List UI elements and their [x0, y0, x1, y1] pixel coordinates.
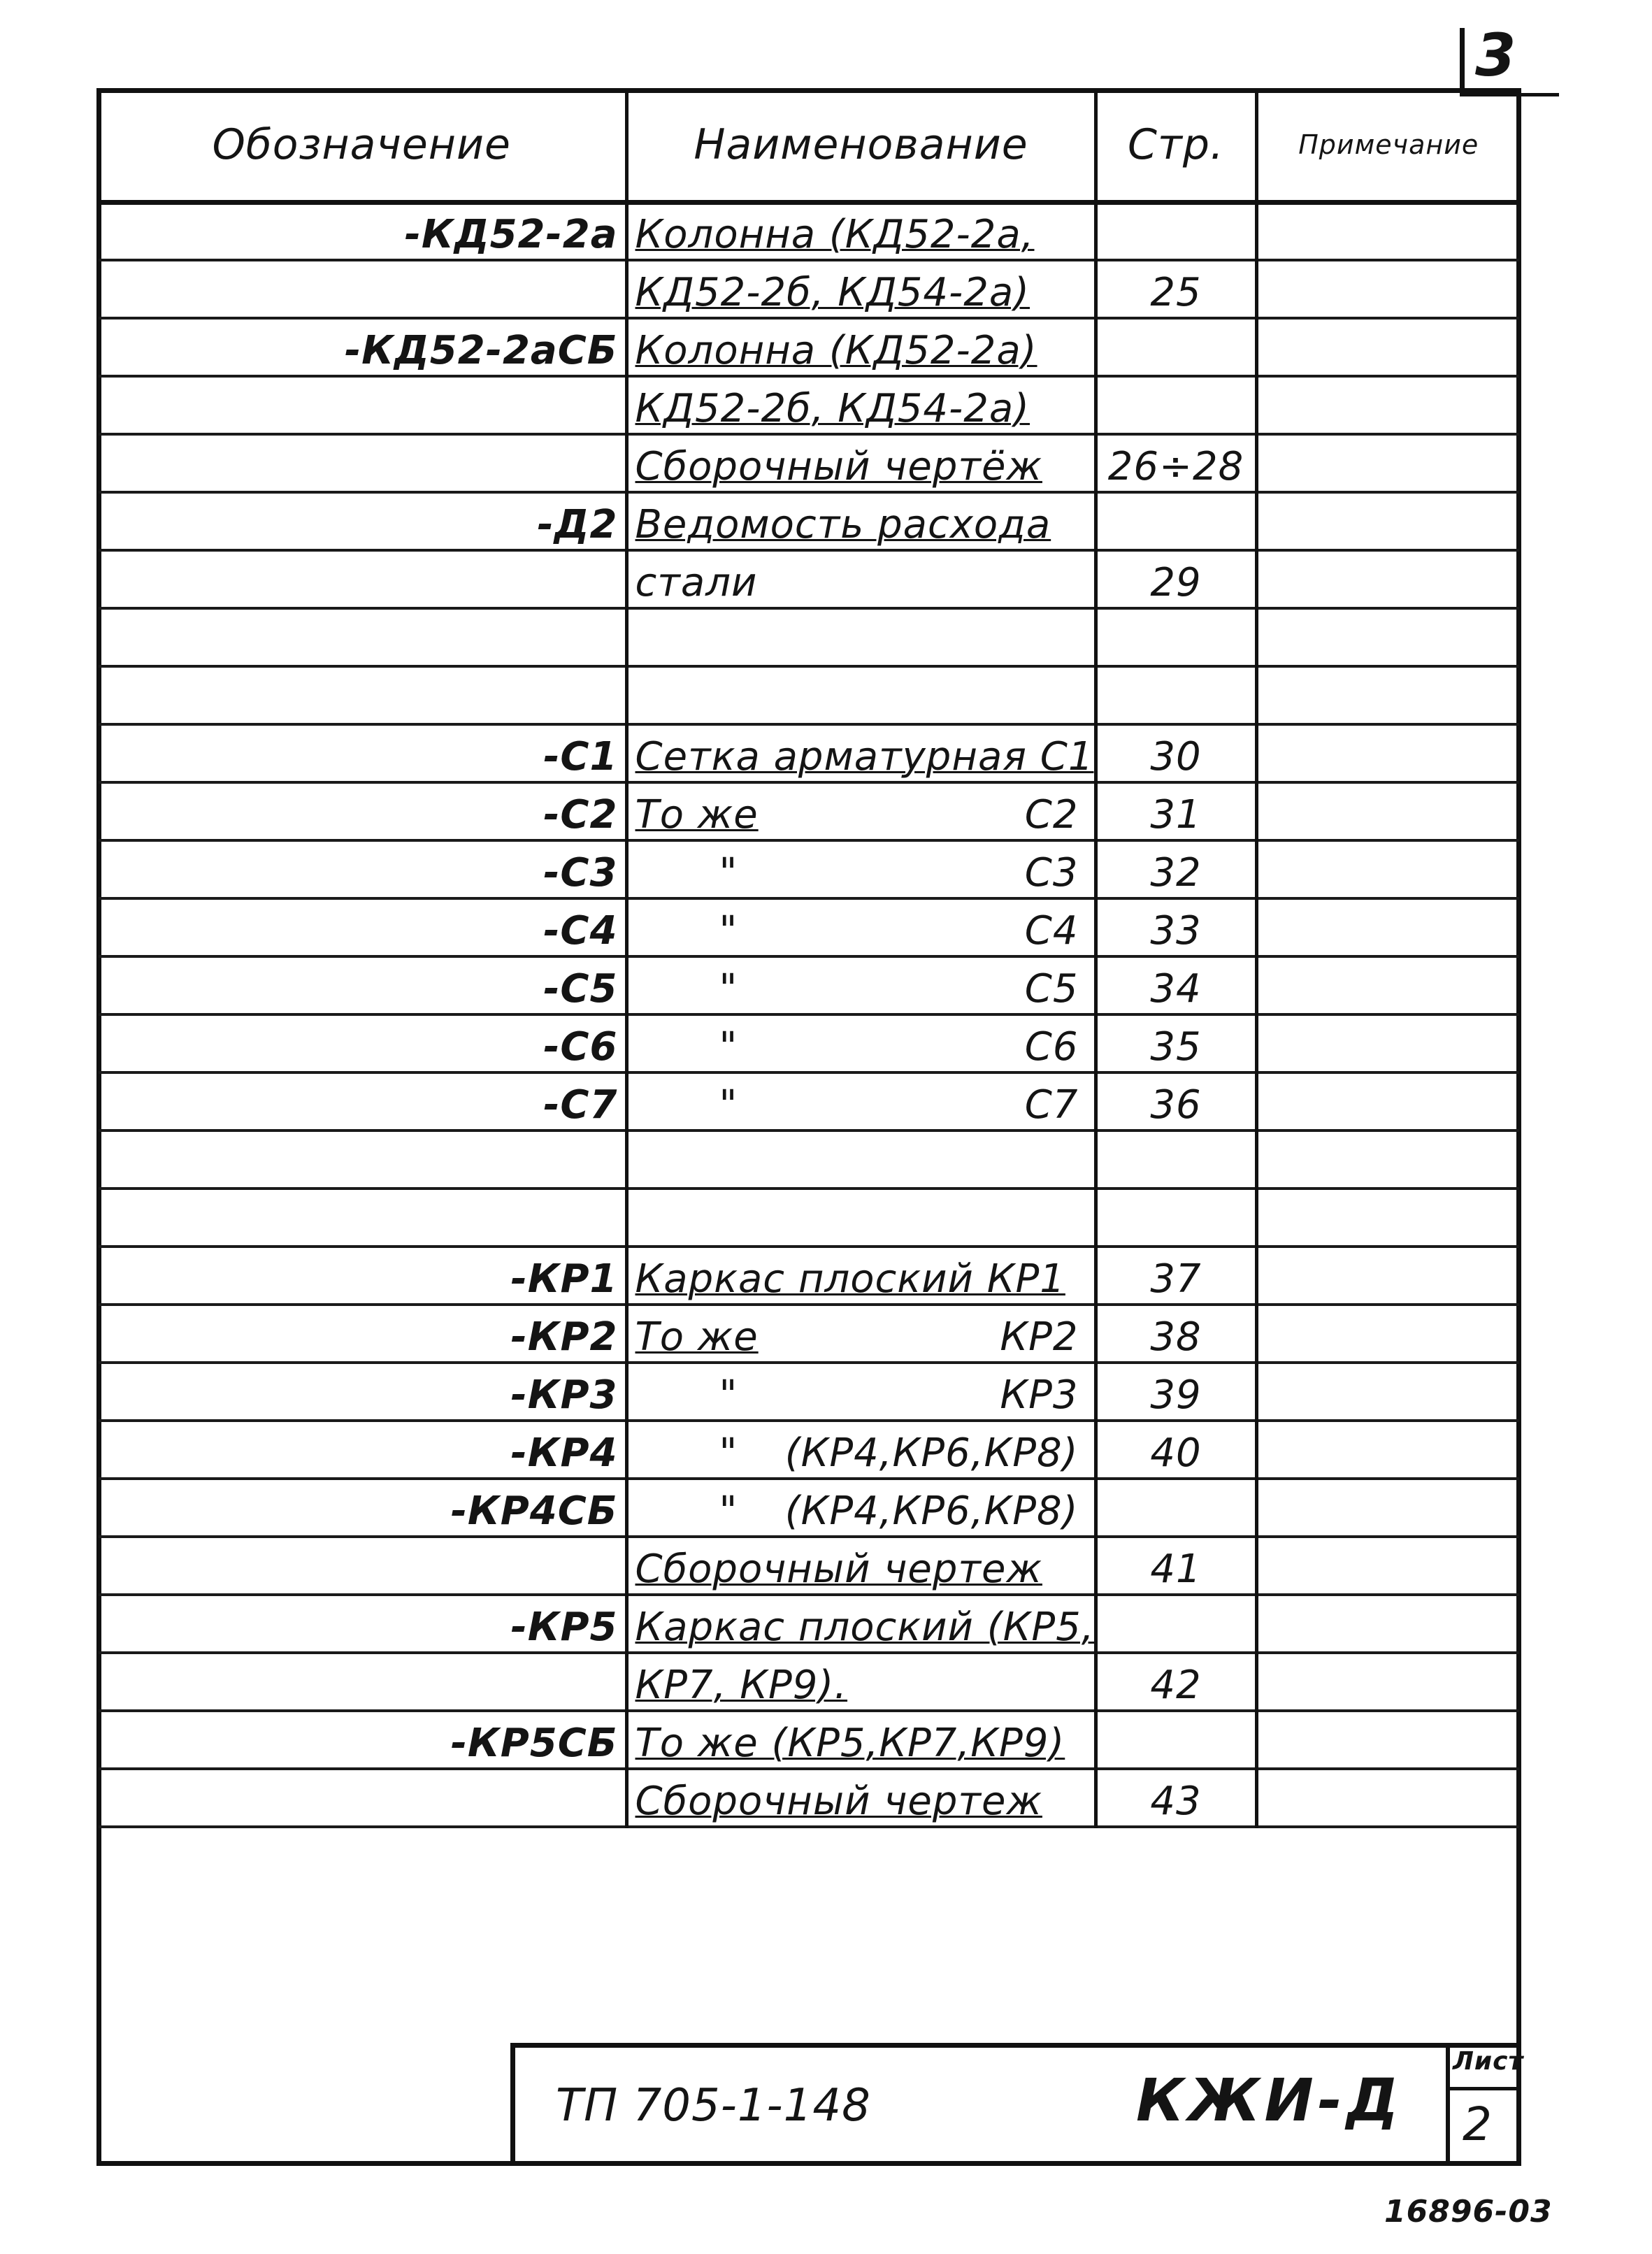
- note-cell: [1256, 1363, 1519, 1421]
- note-cell: [1256, 1537, 1519, 1595]
- page-cell: [1096, 608, 1256, 666]
- page-cell: [1096, 1595, 1256, 1653]
- name-suffix: С5: [1024, 966, 1079, 1012]
- note-cell: [1256, 318, 1519, 376]
- name-text: ": [719, 850, 738, 896]
- table-row: [99, 1595, 1519, 1653]
- header-note: Примечание: [1256, 90, 1519, 202]
- name-cell: [626, 782, 1096, 840]
- note-cell: [1256, 724, 1519, 782]
- table-row: [99, 1189, 1519, 1247]
- table-row: [99, 1130, 1519, 1189]
- table-row: [99, 260, 1519, 318]
- name-cell: [626, 1189, 1096, 1247]
- name-cell: [626, 202, 1096, 260]
- designation-cell: -КР1: [99, 1247, 626, 1305]
- table-row: [99, 1537, 1519, 1595]
- name-suffix: С2: [1024, 792, 1079, 838]
- page-cell: 32: [1096, 840, 1256, 898]
- header-designation: Обозначение: [99, 90, 626, 202]
- table-row: [99, 1769, 1519, 1827]
- page-cell: 42: [1096, 1653, 1256, 1711]
- name-cell: [626, 1769, 1096, 1827]
- name-suffix: КР3: [1000, 1372, 1079, 1418]
- page-cell: 30: [1096, 724, 1256, 782]
- page-cell: 43: [1096, 1769, 1256, 1827]
- specification-table: [99, 90, 1519, 1828]
- sheet-number: 2: [1463, 2097, 1493, 2151]
- name-cell: [626, 898, 1096, 956]
- note-cell: [1256, 898, 1519, 956]
- note-cell: [1256, 1189, 1519, 1247]
- page-cell: 29: [1096, 550, 1256, 608]
- table-row: [99, 1305, 1519, 1363]
- page-cell: 38: [1096, 1305, 1256, 1363]
- name-text: Сборочный чертеж: [635, 1779, 1042, 1824]
- name-suffix: С6: [1024, 1024, 1079, 1070]
- table-row: [99, 434, 1519, 492]
- name-cell: [626, 956, 1096, 1014]
- name-cell: [626, 492, 1096, 550]
- name-cell: [626, 318, 1096, 376]
- table-row: [99, 550, 1519, 608]
- page-cell: 26÷28: [1096, 434, 1256, 492]
- page-cell: 37: [1096, 1247, 1256, 1305]
- designation-cell: [99, 1653, 626, 1711]
- name-text: Ведомость расхода: [635, 502, 1051, 547]
- name-text: Каркас плоский КР1: [635, 1256, 1065, 1302]
- name-cell: [626, 666, 1096, 724]
- note-cell: [1256, 492, 1519, 550]
- designation-cell: -КД52-2а: [99, 202, 626, 260]
- name-cell: [626, 1072, 1096, 1130]
- table-row: [99, 782, 1519, 840]
- name-text: ": [719, 1024, 738, 1070]
- page-cell: 36: [1096, 1072, 1256, 1130]
- sheet-box-divider: [1446, 2087, 1521, 2090]
- name-cell: [626, 1421, 1096, 1479]
- name-cell: [626, 1363, 1096, 1421]
- name-text: стали: [635, 560, 758, 605]
- note-cell: [1256, 1130, 1519, 1189]
- designation-cell: -С7: [99, 1072, 626, 1130]
- name-text: ": [719, 1488, 738, 1534]
- document-code: ТП 705-1-148: [556, 2080, 871, 2132]
- note-cell: [1256, 260, 1519, 318]
- table-row: [99, 376, 1519, 434]
- note-cell: [1256, 1305, 1519, 1363]
- designation-cell: -КР4СБ: [99, 1479, 626, 1537]
- note-cell: [1256, 202, 1519, 260]
- designation-cell: -КР3: [99, 1363, 626, 1421]
- name-cell: [626, 608, 1096, 666]
- designation-cell: [99, 608, 626, 666]
- note-cell: [1256, 1711, 1519, 1769]
- note-cell: [1256, 376, 1519, 434]
- table-row: [99, 1711, 1519, 1769]
- designation-cell: [99, 434, 626, 492]
- name-text: КД52-2б, КД54-2а): [635, 270, 1030, 315]
- document-mark: КЖИ-Д: [1136, 2066, 1403, 2134]
- name-suffix: (КР4,КР6,КР8): [784, 1488, 1079, 1534]
- designation-cell: -КР5: [99, 1595, 626, 1653]
- designation-cell: -С4: [99, 898, 626, 956]
- designation-cell: [99, 666, 626, 724]
- name-text: Сборочный чертеж: [635, 1546, 1042, 1592]
- page-cell: [1096, 1189, 1256, 1247]
- inventory-number: 16896-03: [1384, 2194, 1553, 2230]
- note-cell: [1256, 666, 1519, 724]
- table-row: [99, 840, 1519, 898]
- name-cell: [626, 550, 1096, 608]
- note-cell: [1256, 782, 1519, 840]
- name-text: То же: [635, 792, 759, 838]
- table-row: [99, 1479, 1519, 1537]
- page-cell: [1096, 1479, 1256, 1537]
- page-cell: [1096, 376, 1256, 434]
- table-row: [99, 956, 1519, 1014]
- page-number-rule: [1460, 28, 1465, 96]
- page-cell: [1096, 666, 1256, 724]
- table-row: [99, 1072, 1519, 1130]
- designation-cell: [99, 376, 626, 434]
- header-name: Наименование: [626, 90, 1096, 202]
- name-cell: [626, 1305, 1096, 1363]
- note-cell: [1256, 1595, 1519, 1653]
- designation-cell: -С2: [99, 782, 626, 840]
- note-cell: [1256, 956, 1519, 1014]
- table-row: [99, 608, 1519, 666]
- page-cell: 25: [1096, 260, 1256, 318]
- sheet-label: Лист: [1453, 2047, 1524, 2076]
- name-text: Колонна (КД52-2а): [635, 328, 1037, 373]
- page-cell: 41: [1096, 1537, 1256, 1595]
- note-cell: [1256, 608, 1519, 666]
- page-cell: [1096, 492, 1256, 550]
- note-cell: [1256, 434, 1519, 492]
- table-row: [99, 1247, 1519, 1305]
- designation-cell: -С5: [99, 956, 626, 1014]
- name-cell: [626, 260, 1096, 318]
- designation-cell: [99, 1130, 626, 1189]
- page-number: 3: [1475, 21, 1517, 89]
- name-text: Сетка арматурная С1: [635, 734, 1094, 780]
- designation-cell: -С3: [99, 840, 626, 898]
- name-text: Сборочный чертёж: [635, 444, 1042, 489]
- table-row: [99, 318, 1519, 376]
- name-suffix: (КР4,КР6,КР8): [784, 1430, 1079, 1476]
- designation-cell: [99, 1769, 626, 1827]
- name-cell: [626, 1653, 1096, 1711]
- designation-cell: -КР5СБ: [99, 1711, 626, 1769]
- designation-cell: -КР4: [99, 1421, 626, 1479]
- name-text: То же (КР5,КР7,КР9): [635, 1721, 1065, 1766]
- table-row: [99, 1421, 1519, 1479]
- name-cell: [626, 1537, 1096, 1595]
- table-row: [99, 1653, 1519, 1711]
- name-cell: [626, 376, 1096, 434]
- note-cell: [1256, 1247, 1519, 1305]
- name-text: КД52-2б, КД54-2а): [635, 386, 1030, 431]
- name-text: ": [719, 1372, 738, 1418]
- name-cell: [626, 1130, 1096, 1189]
- name-cell: [626, 1711, 1096, 1769]
- note-cell: [1256, 1769, 1519, 1827]
- table-row: [99, 492, 1519, 550]
- name-cell: [626, 840, 1096, 898]
- table-row: [99, 1014, 1519, 1072]
- name-text: ": [719, 1430, 738, 1476]
- note-cell: [1256, 840, 1519, 898]
- name-text: То же: [635, 1314, 759, 1360]
- name-suffix: С4: [1024, 908, 1079, 954]
- name-text: Колонна (КД52-2а,: [635, 212, 1035, 257]
- name-text: КР7, КР9).: [635, 1663, 848, 1708]
- table-row: [99, 666, 1519, 724]
- designation-cell: -С6: [99, 1014, 626, 1072]
- designation-cell: -КД52-2аСБ: [99, 318, 626, 376]
- name-text: Каркас плоский (КР5,: [635, 1605, 1095, 1650]
- name-cell: [626, 1595, 1096, 1653]
- designation-cell: -КР2: [99, 1305, 626, 1363]
- name-text: ": [719, 966, 738, 1012]
- header-page: Стр.: [1096, 90, 1256, 202]
- table-row: [99, 724, 1519, 782]
- page-cell: 31: [1096, 782, 1256, 840]
- table-row: [99, 898, 1519, 956]
- page-cell: [1096, 1711, 1256, 1769]
- page-cell: 40: [1096, 1421, 1256, 1479]
- page-cell: [1096, 202, 1256, 260]
- note-cell: [1256, 1072, 1519, 1130]
- designation-cell: -Д2: [99, 492, 626, 550]
- name-cell: [626, 724, 1096, 782]
- page-cell: 35: [1096, 1014, 1256, 1072]
- name-suffix: КР2: [1000, 1314, 1079, 1360]
- table-row: [99, 202, 1519, 260]
- designation-cell: [99, 550, 626, 608]
- page-cell: 39: [1096, 1363, 1256, 1421]
- page-cell: 33: [1096, 898, 1256, 956]
- page-cell: 34: [1096, 956, 1256, 1014]
- designation-cell: -С1: [99, 724, 626, 782]
- note-cell: [1256, 1014, 1519, 1072]
- note-cell: [1256, 550, 1519, 608]
- name-cell: [626, 434, 1096, 492]
- table-row: [99, 1363, 1519, 1421]
- page-cell: [1096, 318, 1256, 376]
- name-suffix: С3: [1024, 850, 1079, 896]
- name-cell: [626, 1479, 1096, 1537]
- name-cell: [626, 1014, 1096, 1072]
- designation-cell: [99, 1537, 626, 1595]
- name-cell: [626, 1247, 1096, 1305]
- note-cell: [1256, 1421, 1519, 1479]
- designation-cell: [99, 260, 626, 318]
- name-text: ": [719, 1082, 738, 1128]
- name-suffix: С7: [1024, 1082, 1079, 1128]
- name-text: ": [719, 908, 738, 954]
- note-cell: [1256, 1479, 1519, 1537]
- designation-cell: [99, 1189, 626, 1247]
- page-cell: [1096, 1130, 1256, 1189]
- table-header-row: [99, 90, 1519, 202]
- note-cell: [1256, 1653, 1519, 1711]
